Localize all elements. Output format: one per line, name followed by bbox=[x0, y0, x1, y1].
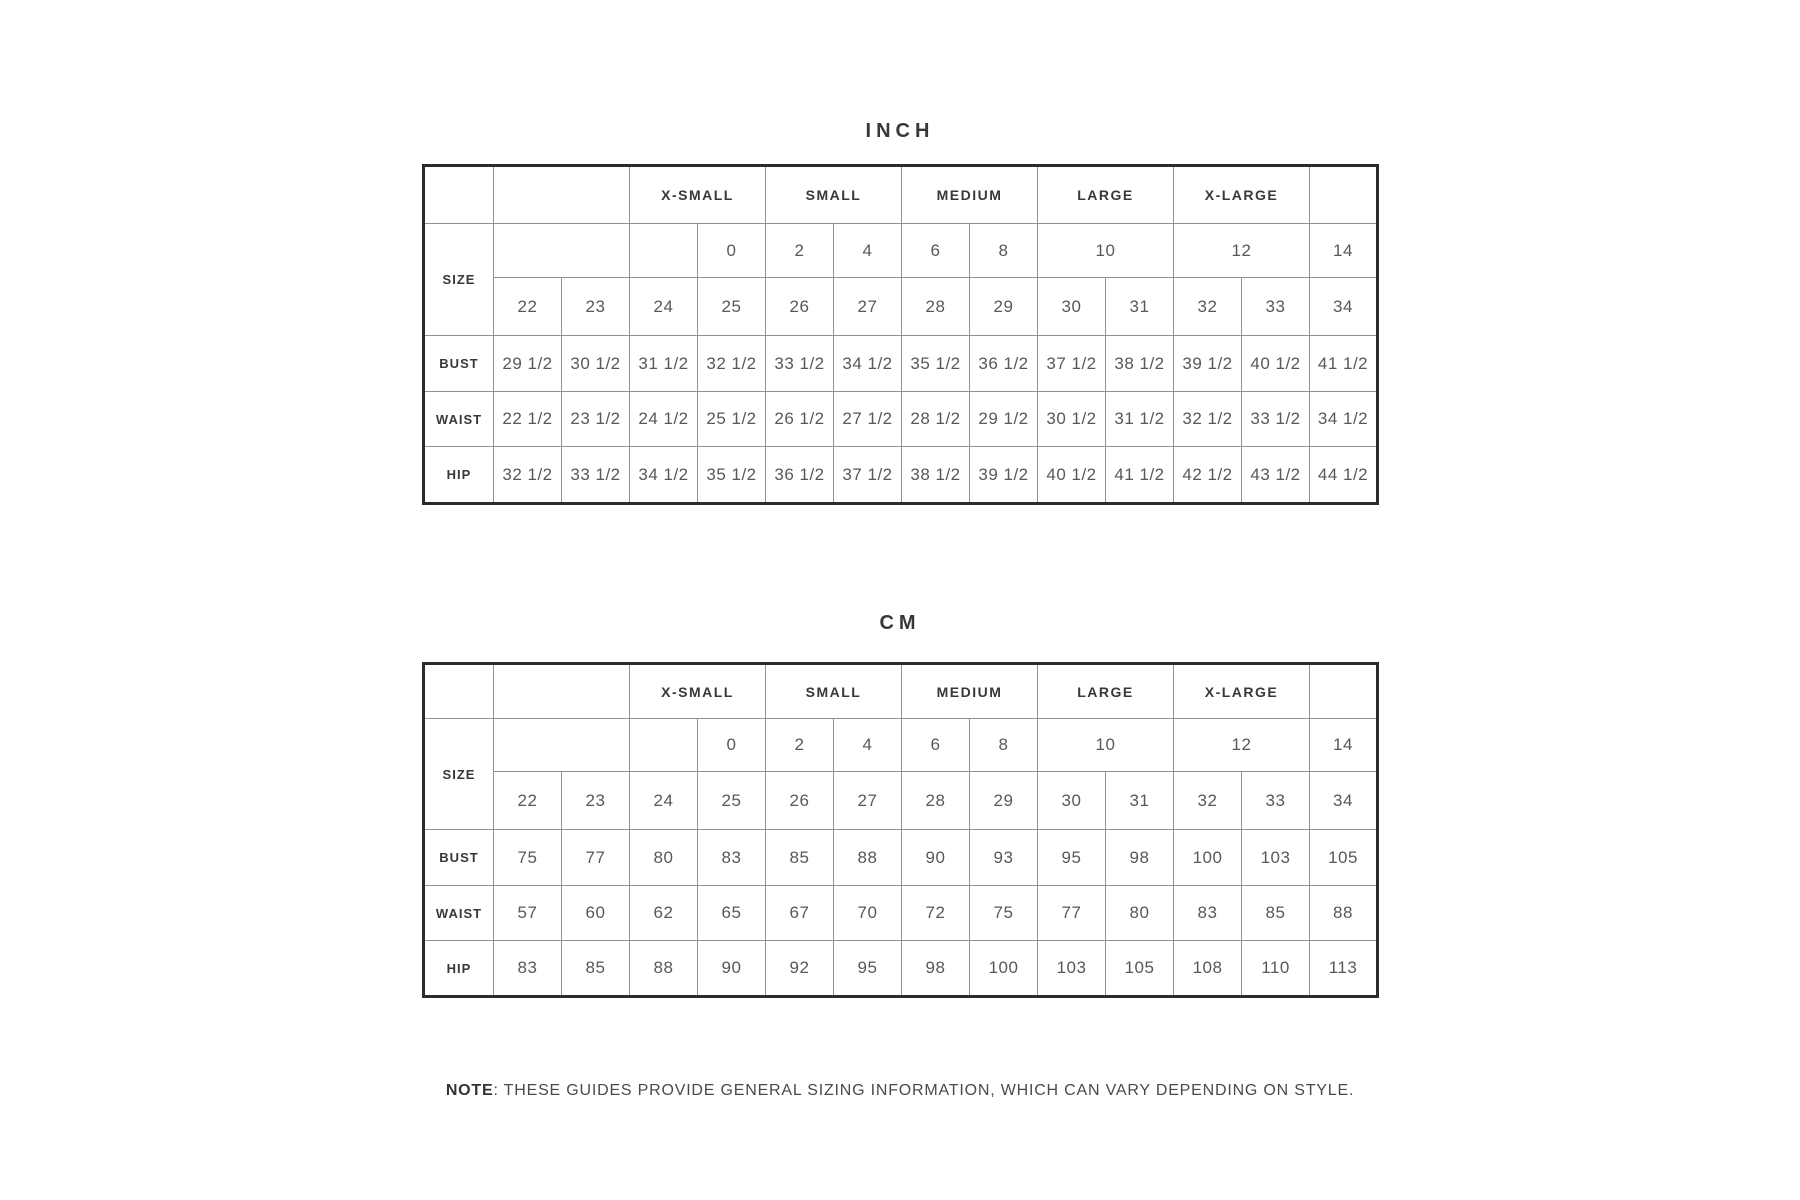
row-label-hip: HIP bbox=[424, 447, 494, 504]
us-size-cell: 6 bbox=[902, 719, 970, 772]
waist-value-cell: 30 1/2 bbox=[1038, 392, 1106, 447]
row-label-hip: HIP bbox=[424, 941, 494, 997]
size-group-header: X-SMALL bbox=[630, 664, 766, 719]
empty-cell bbox=[1310, 166, 1378, 224]
size-group-header: SMALL bbox=[766, 664, 902, 719]
us-size-cell: 0 bbox=[698, 224, 766, 278]
bust-value-cell: 95 bbox=[1038, 830, 1106, 886]
us-size-row bbox=[424, 719, 1378, 772]
size-cell: 24 bbox=[630, 772, 698, 830]
hip-value-cell: 42 1/2 bbox=[1174, 447, 1242, 504]
hip-value-cell: 35 1/2 bbox=[698, 447, 766, 504]
hip-value-cell: 90 bbox=[698, 941, 766, 997]
bust-value-cell: 103 bbox=[1242, 830, 1310, 886]
cm-table-title: CM bbox=[879, 612, 921, 634]
bust-value-cell: 31 1/2 bbox=[630, 336, 698, 392]
empty-cell bbox=[494, 224, 630, 278]
us-size-cell: 14 bbox=[1310, 224, 1378, 278]
waist-value-cell: 29 1/2 bbox=[970, 392, 1038, 447]
row-label-bust: BUST bbox=[424, 830, 494, 886]
size-group-header: LARGE bbox=[1038, 166, 1174, 224]
size-cell: 34 bbox=[1310, 278, 1378, 336]
hip-value-cell: 110 bbox=[1242, 941, 1310, 997]
hip-value-cell: 83 bbox=[494, 941, 562, 997]
waist-value-cell: 25 1/2 bbox=[698, 392, 766, 447]
bust-row bbox=[424, 336, 1378, 392]
waist-value-cell: 70 bbox=[834, 886, 902, 941]
us-size-cell: 0 bbox=[698, 719, 766, 772]
waist-value-cell: 26 1/2 bbox=[766, 392, 834, 447]
waist-value-cell: 72 bbox=[902, 886, 970, 941]
empty-cell bbox=[630, 719, 698, 772]
hip-value-cell: 43 1/2 bbox=[1242, 447, 1310, 504]
empty-cell bbox=[494, 719, 630, 772]
waist-value-cell: 28 1/2 bbox=[902, 392, 970, 447]
us-size-cell: 14 bbox=[1310, 719, 1378, 772]
waist-value-cell: 31 1/2 bbox=[1106, 392, 1174, 447]
size-cell: 25 bbox=[698, 772, 766, 830]
us-size-cell: 2 bbox=[766, 224, 834, 278]
us-size-row bbox=[424, 224, 1378, 278]
row-label-waist: WAIST bbox=[424, 392, 494, 447]
waist-row bbox=[424, 886, 1378, 941]
size-cell: 30 bbox=[1038, 772, 1106, 830]
numeric-size-row bbox=[424, 772, 1378, 830]
us-size-cell: 8 bbox=[970, 224, 1038, 278]
bust-value-cell: 39 1/2 bbox=[1174, 336, 1242, 392]
empty-cell bbox=[494, 664, 630, 719]
cm-size-table bbox=[422, 662, 1379, 998]
sizing-note bbox=[322, 1082, 1478, 1100]
bust-value-cell: 33 1/2 bbox=[766, 336, 834, 392]
bust-value-cell: 41 1/2 bbox=[1310, 336, 1378, 392]
waist-value-cell: 57 bbox=[494, 886, 562, 941]
waist-value-cell: 67 bbox=[766, 886, 834, 941]
bust-value-cell: 37 1/2 bbox=[1038, 336, 1106, 392]
waist-value-cell: 23 1/2 bbox=[562, 392, 630, 447]
inch-table-title: INCH bbox=[865, 120, 935, 142]
waist-value-cell: 60 bbox=[562, 886, 630, 941]
waist-value-cell: 24 1/2 bbox=[630, 392, 698, 447]
size-cell: 23 bbox=[562, 278, 630, 336]
size-group-header: X-LARGE bbox=[1174, 664, 1310, 719]
waist-value-cell: 77 bbox=[1038, 886, 1106, 941]
hip-value-cell: 40 1/2 bbox=[1038, 447, 1106, 504]
waist-value-cell: 75 bbox=[970, 886, 1038, 941]
size-group-header: SMALL bbox=[766, 166, 902, 224]
size-cell: 28 bbox=[902, 772, 970, 830]
size-cell: 30 bbox=[1038, 278, 1106, 336]
hip-value-cell: 38 1/2 bbox=[902, 447, 970, 504]
size-group-header: MEDIUM bbox=[902, 166, 1038, 224]
us-size-cell: 8 bbox=[970, 719, 1038, 772]
bust-value-cell: 32 1/2 bbox=[698, 336, 766, 392]
waist-value-cell: 65 bbox=[698, 886, 766, 941]
size-cell: 24 bbox=[630, 278, 698, 336]
bust-value-cell: 90 bbox=[902, 830, 970, 886]
hip-value-cell: 32 1/2 bbox=[494, 447, 562, 504]
row-label-bust: BUST bbox=[424, 336, 494, 392]
hip-value-cell: 88 bbox=[630, 941, 698, 997]
size-cell: 29 bbox=[970, 278, 1038, 336]
us-size-cell: 6 bbox=[902, 224, 970, 278]
bust-value-cell: 83 bbox=[698, 830, 766, 886]
hip-value-cell: 105 bbox=[1106, 941, 1174, 997]
bust-value-cell: 100 bbox=[1174, 830, 1242, 886]
size-group-row bbox=[424, 166, 1378, 224]
size-cell: 22 bbox=[494, 278, 562, 336]
size-group-row bbox=[424, 664, 1378, 719]
bust-value-cell: 35 1/2 bbox=[902, 336, 970, 392]
row-label-size: SIZE bbox=[424, 224, 494, 336]
bust-value-cell: 36 1/2 bbox=[970, 336, 1038, 392]
hip-value-cell: 92 bbox=[766, 941, 834, 997]
hip-value-cell: 41 1/2 bbox=[1106, 447, 1174, 504]
us-size-cell: 10 bbox=[1038, 719, 1174, 772]
corner-cell bbox=[424, 166, 494, 224]
bust-value-cell: 29 1/2 bbox=[494, 336, 562, 392]
row-label-waist: WAIST bbox=[424, 886, 494, 941]
bust-value-cell: 93 bbox=[970, 830, 1038, 886]
bust-value-cell: 105 bbox=[1310, 830, 1378, 886]
size-group-header: X-SMALL bbox=[630, 166, 766, 224]
bust-value-cell: 30 1/2 bbox=[562, 336, 630, 392]
size-cell: 29 bbox=[970, 772, 1038, 830]
us-size-cell: 12 bbox=[1174, 224, 1310, 278]
bust-value-cell: 38 1/2 bbox=[1106, 336, 1174, 392]
inch-size-table bbox=[422, 164, 1379, 505]
size-cell: 23 bbox=[562, 772, 630, 830]
size-cell: 22 bbox=[494, 772, 562, 830]
sizing-note-label: NOTE bbox=[445, 1082, 494, 1099]
size-cell: 27 bbox=[834, 772, 902, 830]
empty-cell bbox=[1310, 664, 1378, 719]
hip-row bbox=[424, 447, 1378, 504]
hip-value-cell: 33 1/2 bbox=[562, 447, 630, 504]
bust-value-cell: 98 bbox=[1106, 830, 1174, 886]
size-group-header: MEDIUM bbox=[902, 664, 1038, 719]
bust-value-cell: 85 bbox=[766, 830, 834, 886]
us-size-cell: 4 bbox=[834, 224, 902, 278]
hip-value-cell: 85 bbox=[562, 941, 630, 997]
sizing-note-text: : THESE GUIDES PROVIDE GENERAL SIZING INFORMATION, WHICH CAN VARY DEPENDING ON STYLE. bbox=[493, 1082, 1355, 1099]
size-cell: 33 bbox=[1242, 278, 1310, 336]
empty-cell bbox=[494, 166, 630, 224]
size-cell: 31 bbox=[1106, 278, 1174, 336]
bust-value-cell: 80 bbox=[630, 830, 698, 886]
waist-value-cell: 33 1/2 bbox=[1242, 392, 1310, 447]
size-cell: 26 bbox=[766, 772, 834, 830]
hip-value-cell: 34 1/2 bbox=[630, 447, 698, 504]
size-cell: 26 bbox=[766, 278, 834, 336]
hip-value-cell: 108 bbox=[1174, 941, 1242, 997]
size-cell: 32 bbox=[1174, 772, 1242, 830]
hip-value-cell: 113 bbox=[1310, 941, 1378, 997]
waist-value-cell: 22 1/2 bbox=[494, 392, 562, 447]
size-cell: 33 bbox=[1242, 772, 1310, 830]
size-cell: 32 bbox=[1174, 278, 1242, 336]
hip-value-cell: 103 bbox=[1038, 941, 1106, 997]
corner-cell bbox=[424, 664, 494, 719]
waist-value-cell: 88 bbox=[1310, 886, 1378, 941]
hip-value-cell: 44 1/2 bbox=[1310, 447, 1378, 504]
hip-value-cell: 37 1/2 bbox=[834, 447, 902, 504]
hip-value-cell: 98 bbox=[902, 941, 970, 997]
hip-value-cell: 100 bbox=[970, 941, 1038, 997]
size-cell: 27 bbox=[834, 278, 902, 336]
us-size-cell: 12 bbox=[1174, 719, 1310, 772]
us-size-cell: 10 bbox=[1038, 224, 1174, 278]
us-size-cell: 4 bbox=[834, 719, 902, 772]
hip-row bbox=[424, 941, 1378, 997]
size-cell: 25 bbox=[698, 278, 766, 336]
waist-value-cell: 34 1/2 bbox=[1310, 392, 1378, 447]
hip-value-cell: 39 1/2 bbox=[970, 447, 1038, 504]
size-cell: 31 bbox=[1106, 772, 1174, 830]
waist-value-cell: 27 1/2 bbox=[834, 392, 902, 447]
bust-value-cell: 88 bbox=[834, 830, 902, 886]
row-label-size: SIZE bbox=[424, 719, 494, 830]
bust-value-cell: 40 1/2 bbox=[1242, 336, 1310, 392]
hip-value-cell: 95 bbox=[834, 941, 902, 997]
waist-value-cell: 83 bbox=[1174, 886, 1242, 941]
waist-value-cell: 80 bbox=[1106, 886, 1174, 941]
waist-value-cell: 85 bbox=[1242, 886, 1310, 941]
us-size-cell: 2 bbox=[766, 719, 834, 772]
waist-value-cell: 62 bbox=[630, 886, 698, 941]
waist-row bbox=[424, 392, 1378, 447]
size-cell: 28 bbox=[902, 278, 970, 336]
size-group-header: X-LARGE bbox=[1174, 166, 1310, 224]
empty-cell bbox=[630, 224, 698, 278]
bust-row bbox=[424, 830, 1378, 886]
size-cell: 34 bbox=[1310, 772, 1378, 830]
waist-value-cell: 32 1/2 bbox=[1174, 392, 1242, 447]
bust-value-cell: 77 bbox=[562, 830, 630, 886]
bust-value-cell: 75 bbox=[494, 830, 562, 886]
hip-value-cell: 36 1/2 bbox=[766, 447, 834, 504]
bust-value-cell: 34 1/2 bbox=[834, 336, 902, 392]
numeric-size-row bbox=[424, 278, 1378, 336]
size-group-header: LARGE bbox=[1038, 664, 1174, 719]
